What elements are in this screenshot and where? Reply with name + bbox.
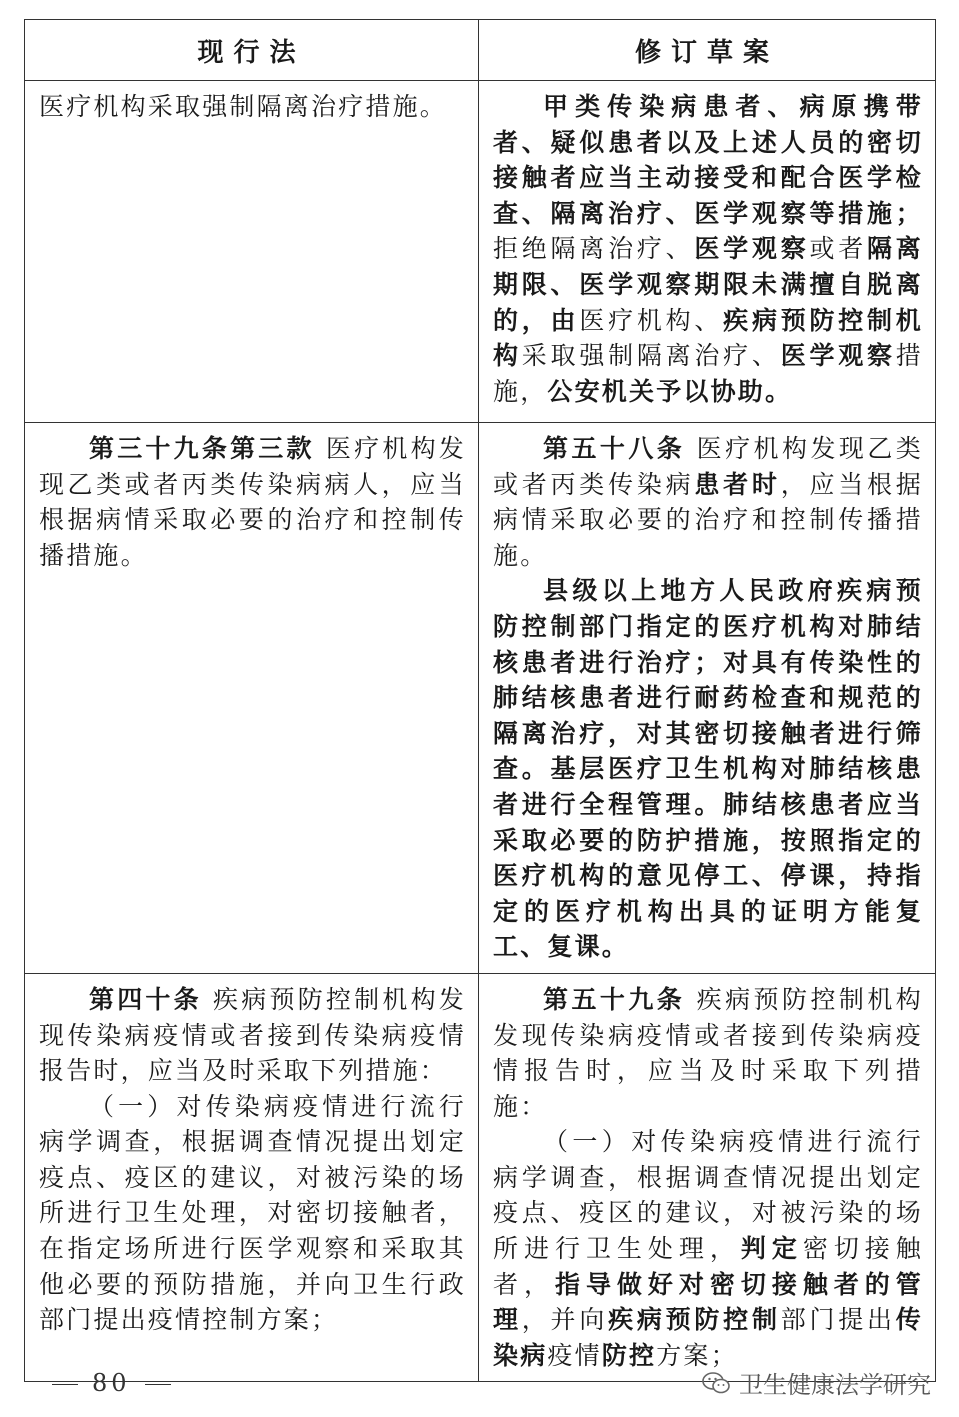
dash-left [52,1384,78,1386]
paragraph [493,982,923,1124]
bold-text: 判定 [740,1234,803,1264]
table-row [25,423,936,974]
page-footer [0,1365,959,1405]
text: 拒绝隔离治疗、 [493,234,695,264]
text: 措施， [493,341,923,406]
revised-draft-cell [479,973,936,1382]
bold-text: 疾病预防控制机构 [493,305,923,371]
header-row [25,20,936,81]
current-law-cell [25,423,479,974]
header-revised-draft: 修订草案 [479,20,936,81]
text: 密切接触者， [493,1234,923,1299]
dash-right [145,1384,171,1386]
paragraph [39,1089,466,1338]
watermark [701,1365,931,1400]
text: （一）对传染病疫情进行流行病学调查，根据调查情况提出划定疫点、疫区的建议，对被污染的场所进行卫生处理，对密切接触者，在指定场所进行医学观察和采取其他必要的预防措施，并向卫生行政部门提出疫情控制方案； [39,1091,466,1335]
paragraph [493,431,923,573]
current-law-cell [25,973,479,1382]
paragraph [39,431,466,573]
watermark-text: 卫生健康法学研究 [739,1371,931,1399]
revised-draft-cell [479,423,936,974]
paragraph [39,89,466,125]
revised-draft-cell [479,81,936,423]
bold-text: 第三十九条第三款 [89,434,315,463]
text: 疾病预防控制机构发现传染病疫情或者接到传染病疫情报告时，应当及时采取下列措施： [493,984,923,1121]
text: 医疗机构采取强制隔离治疗措施。 [39,92,448,121]
bold-text: 第五十九条 [543,984,686,1014]
paragraph [493,89,923,409]
text: 医疗机构发现乙类或者丙类传染病 [493,434,923,499]
text: 采取强制隔离治疗、 [521,341,781,371]
bold-text: 患者时 [694,469,781,499]
bold-text: 疾病预防控制 [608,1305,781,1335]
bold-text: 县级以上地方人民政府疾病预防控制部门指定的医疗机构对肺结核患者进行治疗；对具有传染性的肺结核患者进行耐药检查和规范的隔离治疗，对其密切接触者进行筛查。基层医疗卫生机构对肺结核患者进行全程管理。肺结核患者应当采取必要的防护措施，按照指定的医疗机构的意见停工、停课，持指定的医疗机构出具的证明方能复工、复课。 [493,576,923,962]
text: 医疗机构发现乙类或者丙类传染病病人，应当根据病情采取必要的治疗和控制传播措施。 [39,434,466,570]
text: 部门提出 [780,1305,896,1335]
page-number: 80 [38,1369,185,1397]
text: （一）对传染病疫情进行流行病学调查，根据调查情况提出划定疫点、疫区的建议，对被污染的场所进行卫生处理， [493,1127,923,1264]
text: 疾病预防控制机构发现传染病疫情或者接到传染病疫情报告时，应当及时采取下列措施： [39,984,466,1086]
text: 疫情 [547,1340,602,1370]
bold-text: 医学观察 [694,234,810,264]
bold-text: 指导做好对密切接触者的管理 [493,1269,923,1335]
bold-text: 传染病 [493,1305,923,1370]
text: 或者 [809,234,868,264]
bold-text: 防控 [601,1340,657,1370]
paragraph [39,982,466,1089]
paragraph [493,1124,923,1373]
text: 医疗机构、 [579,305,724,335]
bold-text: 甲类传染病患者、病原携带者、疑似患者以及上述人员的密切接触者应当主动接受和配合医学检查、隔离治疗、医学观察等措施； [493,92,923,228]
comparison-table [24,19,936,1382]
bold-text: 医学观察 [780,341,896,371]
bold-text: 第四十条 [89,984,202,1014]
bold-text: 第五十八条 [543,434,686,463]
paragraph [493,573,923,965]
text: 方案； [656,1340,738,1370]
table-row [25,81,936,423]
bold-text: 隔离期限、医学观察期限未满擅自脱离的，由 [493,234,923,335]
bold-text: 公安机关予以协助。 [547,376,793,406]
wechat-icon [701,1370,731,1396]
text: ，并向 [521,1305,609,1335]
table-row [25,973,936,1382]
current-law-cell [25,81,479,423]
header-current-law: 现行法 [25,20,479,81]
text: ，应当根据病情采取必要的治疗和控制传播措施。 [493,469,923,570]
